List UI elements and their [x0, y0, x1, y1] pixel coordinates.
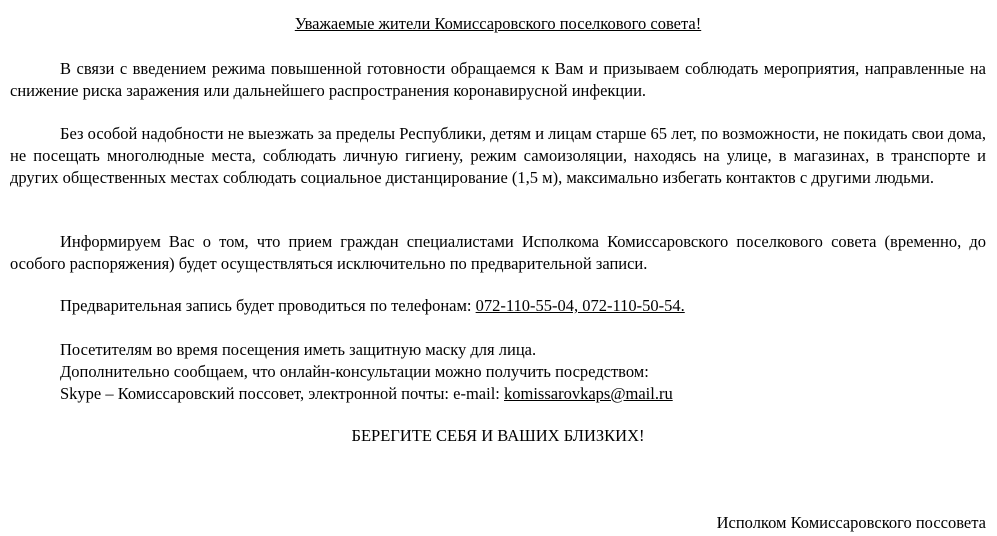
signature: Исполком Комиссаровского поссовета — [716, 513, 986, 532]
contacts-prefix: Skype – Комиссаровский поссовет, электронной почты: e-mail: — [60, 384, 504, 403]
paragraph-readiness-regime: В связи с введением режима повышенной готовности обращаемся к Вам и призываем соблюдать мероприятия, направленные на снижение риска заражения или дальнейшего распространения коронавирусной инфекции. — [10, 59, 986, 100]
phone-numbers-link[interactable]: 072-110-55-04, 072-110-50-54. — [475, 296, 685, 315]
paragraph-reception-by-appointment: Информируем Вас о том, что прием граждан специалистами Исполкома Комиссаровского поселкового совета (временно, до особого распоряжения) будет осуществляться исключительно по предварительной записи. — [10, 232, 986, 273]
notice-document — [10, 0, 986, 536]
paragraph-phone-appointment — [10, 295, 986, 317]
phones-prefix: Предварительная запись будет проводиться по телефонам: — [60, 296, 476, 315]
email-link[interactable]: komissarovkaps@mail.ru — [504, 384, 673, 403]
closing-appeal: БЕРЕГИТЕ СЕБЯ И ВАШИХ БЛИЗКИХ! — [351, 426, 645, 445]
paragraph-self-isolation-rules: Без особой надобности не выезжать за пределы Республики, детям и лицам старше 65 лет, по возможности, не покидать свои дома, не посещать многолюдные места, соблюдать личную гигиену, режим самоизоляции, находясь на улице, в магазинах, в транспорте и других общественных местах соблюдать социальное дистанцирование (1,5 м), максимально избегать контактов с другими людьми. — [10, 124, 986, 187]
online-consult-line: Дополнительно сообщаем, что онлайн-консультации можно получить посредством: — [60, 362, 649, 381]
contacts-line — [10, 383, 986, 405]
notice-title: Уважаемые жители Комиссаровского поселкового совета! — [294, 14, 702, 33]
mask-requirement-line: Посетителям во время посещения иметь защитную маску для лица. — [60, 340, 537, 359]
